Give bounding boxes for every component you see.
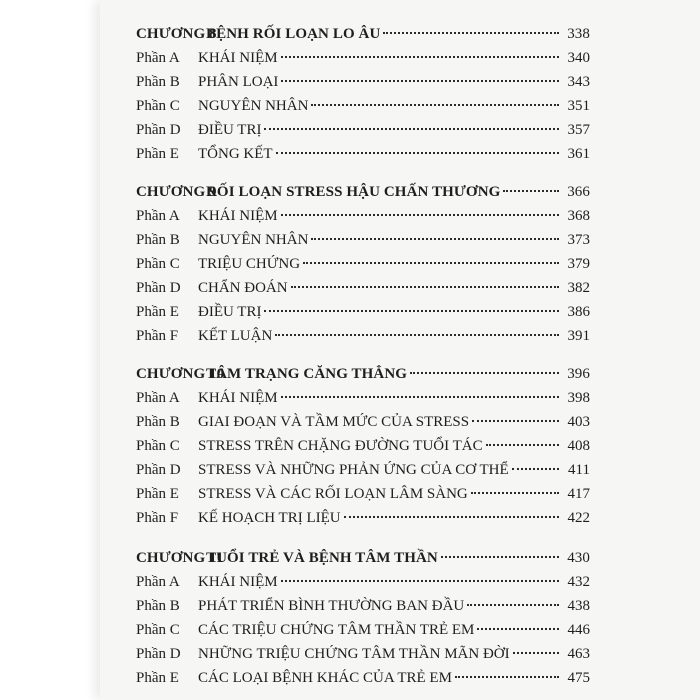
- part-label: Phần F: [136, 510, 179, 526]
- page-number: 403: [567, 414, 590, 430]
- page-number: 422: [567, 510, 590, 526]
- page-number: 432: [567, 574, 590, 590]
- part-title: KẾT LUẬN: [198, 328, 273, 344]
- page-number: 379: [567, 256, 590, 272]
- chapter-label: CHƯƠNG 9: [136, 184, 217, 200]
- dot-leader: [281, 579, 559, 582]
- chapter-heading: [136, 180, 590, 204]
- page-number: 351: [567, 98, 590, 114]
- toc-entry: [136, 204, 590, 228]
- dot-leader: [311, 237, 559, 240]
- part-title: CÁC LOẠI BỆNH KHÁC CỦA TRẺ EM: [198, 670, 452, 686]
- page-number: 357: [567, 122, 590, 138]
- dot-leader: [383, 31, 559, 34]
- chapter-8-section: [136, 22, 590, 166]
- page-number: 366: [567, 184, 590, 200]
- toc-entry: [136, 118, 590, 142]
- dot-leader: [264, 127, 559, 130]
- dot-leader: [303, 261, 559, 264]
- part-title: GIAI ĐOẠN VÀ TẦM MỨC CỦA STRESS: [198, 414, 470, 430]
- page-number: 343: [567, 74, 590, 90]
- part-title: TRIỆU CHỨNG: [198, 256, 301, 272]
- part-label: Phần A: [136, 574, 180, 590]
- toc-entry: [136, 618, 590, 642]
- dot-leader: [281, 213, 559, 216]
- page-number: 438: [567, 598, 590, 614]
- dot-leader: [311, 103, 559, 106]
- part-title: CÁC TRIỆU CHỨNG TÂM THẦN TRẺ EM: [198, 622, 475, 638]
- toc-entry: [136, 70, 590, 94]
- dot-leader: [281, 395, 559, 398]
- part-title: KẾ HOẠCH TRỊ LIỆU: [198, 510, 341, 526]
- toc-entry: [136, 594, 590, 618]
- chapter-label: CHƯƠNG 10: [136, 366, 225, 382]
- toc-entry: [136, 506, 590, 530]
- page-number: 398: [567, 390, 590, 406]
- toc-entry: [136, 324, 590, 348]
- part-title: NHỮNG TRIỆU CHỨNG TÂM THẦN MÃN ĐỜI: [198, 646, 510, 662]
- chapter-heading: [136, 546, 590, 570]
- dot-leader: [441, 555, 559, 558]
- toc-entry: [136, 666, 590, 690]
- part-title: TỔNG KẾT: [198, 146, 273, 162]
- page-number: 386: [567, 304, 590, 320]
- part-title: KHÁI NIỆM: [198, 574, 278, 590]
- page-number: 382: [567, 280, 590, 296]
- dot-leader: [472, 419, 559, 422]
- dot-leader: [264, 309, 559, 312]
- part-label: Phần C: [136, 438, 180, 454]
- chapter-label: CHƯƠNG 8: [136, 26, 217, 42]
- chapter-title: TUỔI TRẺ VÀ BỆNH TÂM THẦN: [206, 550, 438, 566]
- dot-leader: [503, 189, 559, 192]
- part-label: Phần D: [136, 280, 181, 296]
- page-number: 430: [567, 550, 590, 566]
- part-title: KHÁI NIỆM: [198, 390, 278, 406]
- toc-entry: [136, 386, 590, 410]
- page-number: 411: [568, 462, 590, 478]
- part-label: Phần E: [136, 146, 179, 162]
- part-label: Phần E: [136, 486, 179, 502]
- part-label: Phần C: [136, 622, 180, 638]
- toc-entry: [136, 228, 590, 252]
- part-label: Phần E: [136, 304, 179, 320]
- part-title: PHÂN LOẠI: [198, 74, 279, 90]
- dot-leader: [344, 515, 559, 518]
- part-label: Phần A: [136, 208, 180, 224]
- toc-entry: [136, 252, 590, 276]
- dot-leader: [512, 467, 559, 470]
- page-number: 361: [567, 146, 590, 162]
- part-title: KHÁI NIỆM: [198, 50, 278, 66]
- page-number: 340: [567, 50, 590, 66]
- toc-entry: [136, 642, 590, 666]
- table-of-contents: [136, 22, 590, 690]
- chapter-11-section: [136, 546, 590, 690]
- part-title: CHẨN ĐOÁN: [198, 280, 288, 296]
- dot-leader: [486, 443, 559, 446]
- toc-entry: [136, 276, 590, 300]
- part-label: Phần B: [136, 414, 180, 430]
- part-title: STRESS TRÊN CHẶNG ĐƯỜNG TUỔI TÁC: [198, 438, 483, 454]
- dot-leader: [471, 491, 559, 494]
- chapter-10-section: [136, 362, 590, 530]
- chapter-heading: [136, 362, 590, 386]
- dot-leader: [467, 603, 559, 606]
- toc-entry: [136, 46, 590, 70]
- part-title: ĐIỀU TRỊ: [198, 304, 262, 320]
- toc-entry: [136, 434, 590, 458]
- dot-leader: [276, 151, 559, 154]
- part-label: Phần C: [136, 256, 180, 272]
- toc-entry: [136, 570, 590, 594]
- toc-entry: [136, 94, 590, 118]
- part-label: Phần B: [136, 74, 180, 90]
- part-label: Phần D: [136, 462, 181, 478]
- part-title: NGUYÊN NHÂN: [198, 232, 309, 248]
- chapter-title: RỐI LOẠN STRESS HẬU CHẤN THƯƠNG: [206, 184, 501, 200]
- page-number: 373: [567, 232, 590, 248]
- part-label: Phần A: [136, 390, 180, 406]
- chapter-heading: [136, 22, 590, 46]
- part-label: Phần E: [136, 670, 179, 686]
- dot-leader: [281, 55, 559, 58]
- dot-leader: [477, 627, 559, 630]
- part-label: Phần B: [136, 232, 180, 248]
- dot-leader: [410, 371, 559, 374]
- chapter-9-section: [136, 180, 590, 348]
- page-number: 338: [567, 26, 590, 42]
- part-title: ĐIỀU TRỊ: [198, 122, 262, 138]
- page-number: 396: [567, 366, 590, 382]
- page-number: 391: [567, 328, 590, 344]
- part-label: Phần F: [136, 328, 179, 344]
- chapter-title: TÂM TRẠNG CĂNG THẲNG: [206, 366, 408, 382]
- page-number: 463: [567, 646, 590, 662]
- toc-entry: [136, 142, 590, 166]
- part-title: STRESS VÀ CÁC RỐI LOẠN LÂM SÀNG: [198, 486, 468, 502]
- chapter-label: CHƯƠNG 11: [136, 550, 224, 566]
- part-title: PHÁT TRIỂN BÌNH THƯỜNG BAN ĐẦU: [198, 598, 465, 614]
- dot-leader: [281, 79, 559, 82]
- dot-leader: [275, 333, 559, 336]
- page-number: 368: [567, 208, 590, 224]
- dot-leader: [291, 285, 559, 288]
- part-label: Phần D: [136, 122, 181, 138]
- page-number: 446: [567, 622, 590, 638]
- part-label: Phần A: [136, 50, 180, 66]
- toc-entry: [136, 300, 590, 324]
- part-label: Phần D: [136, 646, 181, 662]
- part-title: STRESS VÀ NHỮNG PHẢN ỨNG CỦA CƠ THỂ: [198, 462, 509, 478]
- part-title: KHÁI NIỆM: [198, 208, 278, 224]
- dot-leader: [513, 651, 559, 654]
- page-number: 475: [567, 670, 590, 686]
- page-number: 417: [567, 486, 590, 502]
- part-title: NGUYÊN NHÂN: [198, 98, 309, 114]
- part-label: Phần B: [136, 598, 180, 614]
- page-number: 408: [567, 438, 590, 454]
- chapter-title: BỆNH RỐI LOẠN LO ÂU: [206, 26, 381, 42]
- toc-entry: [136, 482, 590, 506]
- toc-entry: [136, 410, 590, 434]
- part-label: Phần C: [136, 98, 180, 114]
- dot-leader: [455, 675, 559, 678]
- toc-entry: [136, 458, 590, 482]
